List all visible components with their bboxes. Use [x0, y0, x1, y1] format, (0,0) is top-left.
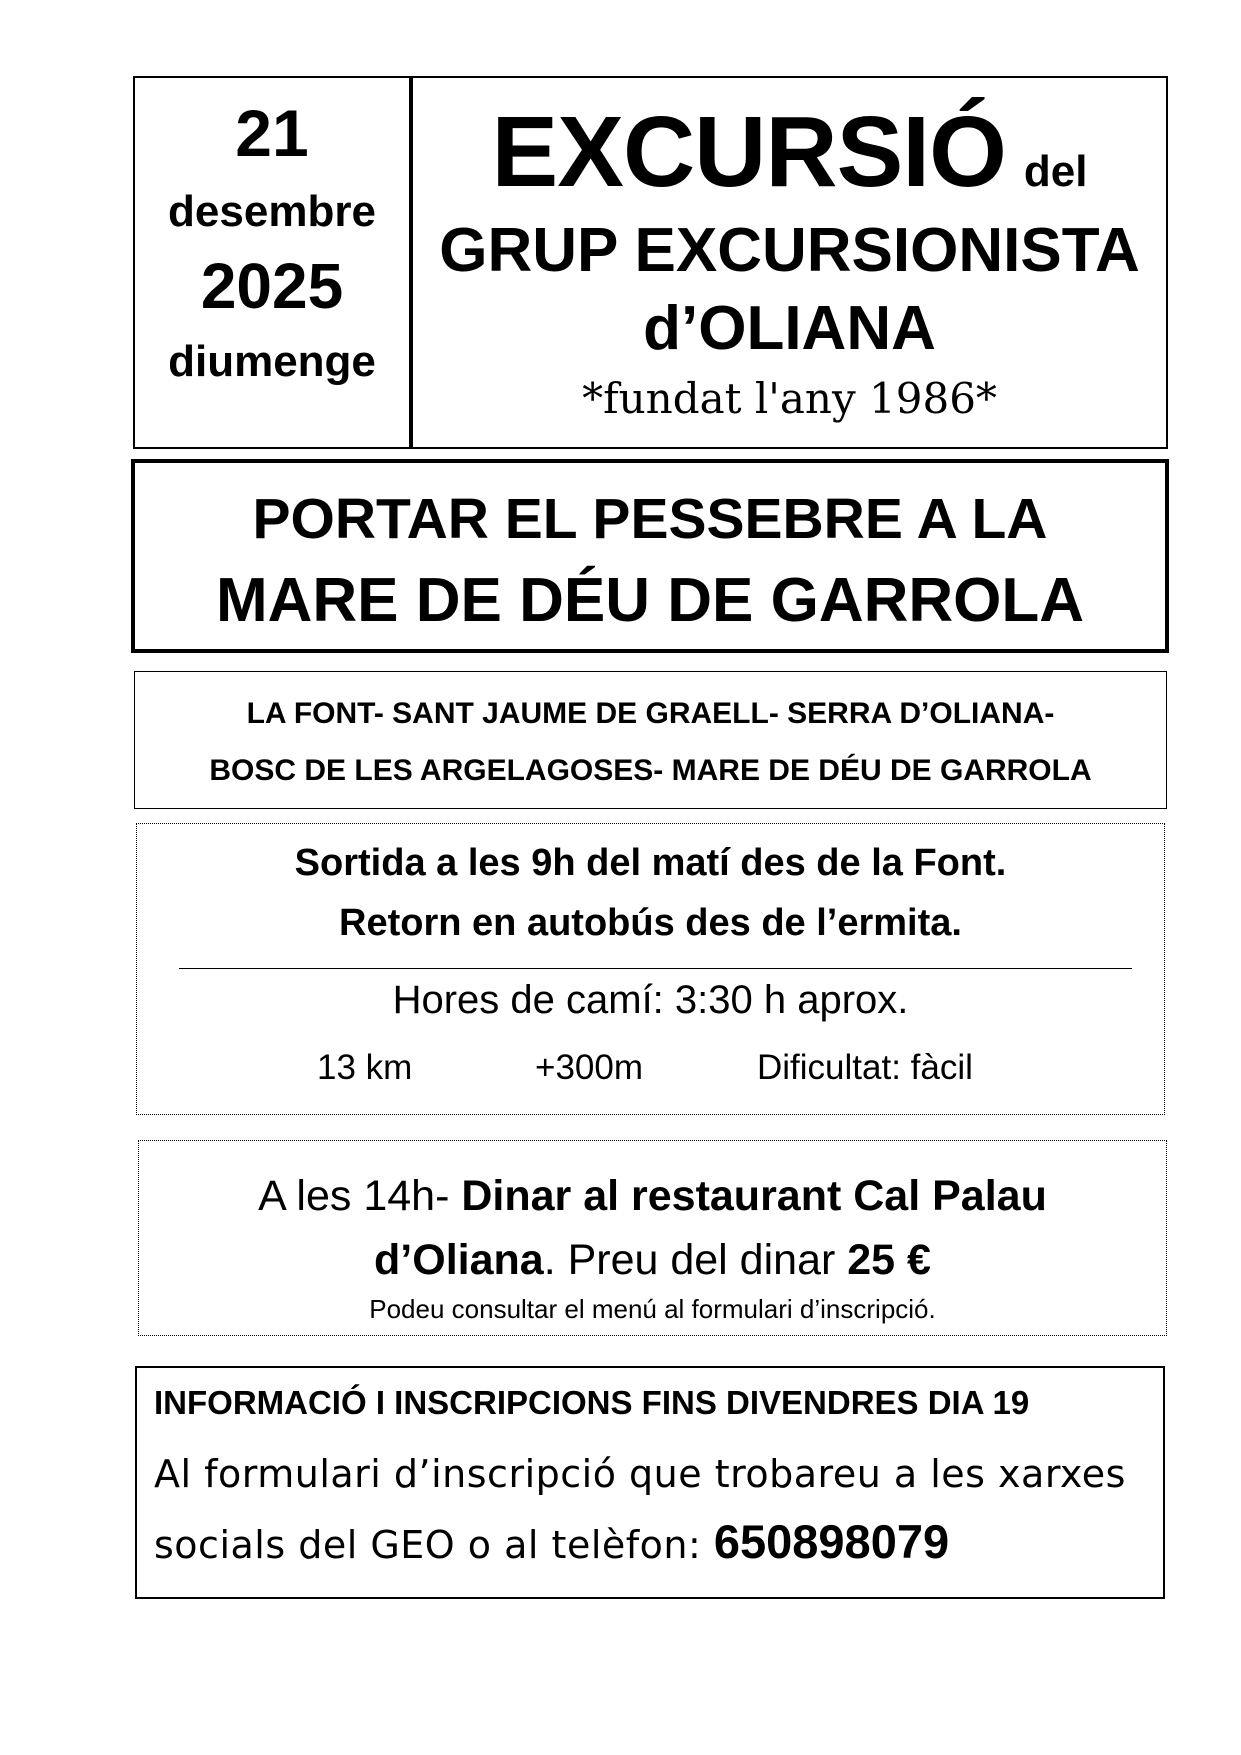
menu-note: Podeu consultar el menú al formulari d’inscripció. [369, 1294, 936, 1324]
info-box [135, 1366, 1165, 1599]
elevation-stat: +300m [535, 1048, 643, 1087]
info-line-1: Al formulari d’inscripció que trobareu a les xarxes [154, 1452, 1126, 1496]
founded-note: *fundat l'any 1986* [582, 374, 997, 423]
info-title: INFORMACIÓ I INSCRIPCIONS FINS DIVENDRES DIA 19 [154, 1384, 1030, 1421]
group-name: GRUP EXCURSIONISTA [439, 216, 1140, 285]
title-line [413, 96, 1166, 208]
lunch-box [138, 1140, 1167, 1336]
route-line-1: LA FONT- SANT JAUME DE GRAELL- SERRA D’OLIANA- [246, 697, 1055, 730]
lunch-line-2 [139, 1236, 1166, 1284]
departure-info: Sortida a les 9h del matí des de la Font. [294, 842, 1007, 884]
title-box [411, 76, 1168, 449]
heading-line-2: MARE DE DÉU DE GARROLA [215, 566, 1085, 635]
date-box [133, 76, 411, 449]
price-label: . Preu del dinar [543, 1236, 848, 1284]
event-heading-box [131, 459, 1169, 653]
date-month: desembre [168, 187, 376, 236]
difficulty-stat: Dificultat: fàcil [757, 1048, 973, 1087]
date-weekday: diumenge [168, 337, 376, 386]
walking-hours: Hores de camí: 3:30 h aprox. [392, 978, 909, 1022]
title-connector: del [1023, 147, 1088, 196]
lunch-time: A les 14h- [258, 1172, 462, 1220]
event-title: EXCURSIÓ [491, 96, 1006, 208]
group-town: d’OLIANA [643, 294, 936, 363]
info-phone-label: socials del GEO o al telèfon: [154, 1523, 714, 1567]
route-line-2: BOSC DE LES ARGELAGOSES- MARE DE DÉU DE GARROLA [209, 754, 1092, 787]
date-day: 21 [235, 96, 309, 170]
distance-stat: 13 km [317, 1048, 413, 1087]
date-year: 2025 [200, 250, 344, 322]
info-line-2 [154, 1515, 950, 1568]
departure-box [136, 823, 1165, 1115]
restaurant-town: d’Oliana [374, 1236, 544, 1284]
route-box [134, 671, 1167, 809]
heading-line-1: PORTAR EL PESSEBRE A LA [252, 487, 1048, 551]
lunch-line-1 [139, 1172, 1166, 1220]
return-info: Retorn en autobús des de l’ermita. [339, 902, 962, 944]
divider [179, 968, 1132, 969]
lunch-price: 25 € [847, 1236, 931, 1284]
phone-number: 650898079 [713, 1515, 950, 1568]
restaurant-name: Dinar al restaurant Cal Palau [461, 1172, 1047, 1220]
